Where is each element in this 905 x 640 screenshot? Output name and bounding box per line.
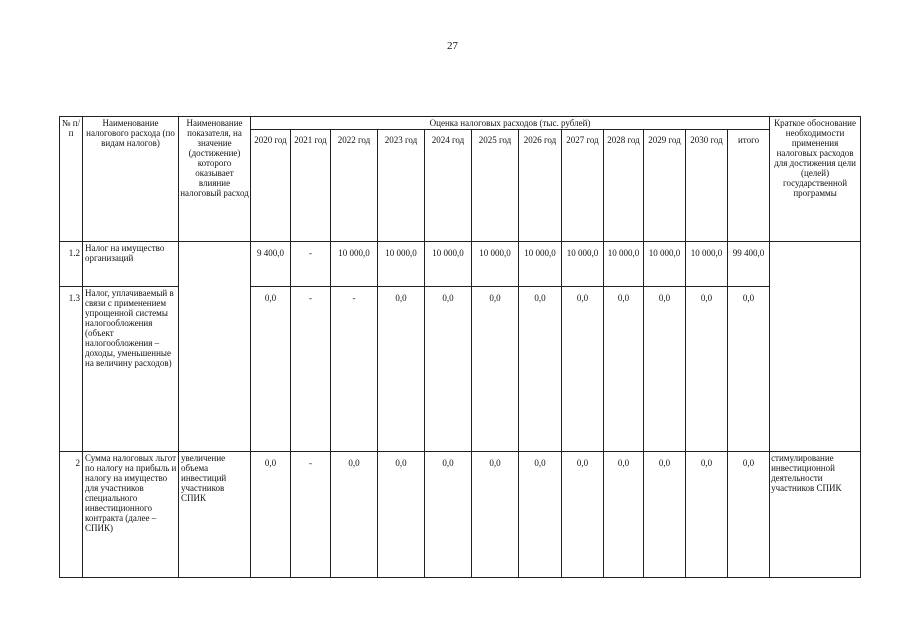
row-value: 0,0: [378, 287, 425, 452]
header-year: 2030 год: [686, 130, 728, 242]
row-value: 0,0: [251, 287, 291, 452]
row-num: 1.3: [60, 287, 83, 452]
row-value: 10 000,0: [519, 242, 562, 287]
row-value: -: [291, 452, 331, 578]
row-value: 0,0: [604, 452, 644, 578]
row-name: Налог, уплачиваемый в связи с применением упрощенной системы налогообложения (объект налогообложения – доходы, уменьшенные на величину расходов): [83, 287, 179, 452]
header-year: 2029 год: [644, 130, 686, 242]
header-year: 2027 год: [562, 130, 604, 242]
row-value: 0,0: [472, 452, 519, 578]
header-year: 2022 год: [331, 130, 378, 242]
header-year: 2025 год: [472, 130, 519, 242]
table-row: [60, 452, 861, 578]
row-name: Налог на имущество организаций: [83, 242, 179, 287]
row-value: 0,0: [644, 452, 686, 578]
row-total: 0,0: [728, 452, 770, 578]
row-value: 0,0: [644, 287, 686, 452]
row-value: 0,0: [425, 287, 472, 452]
row-value: 0,0: [331, 452, 378, 578]
row-value: 9 400,0: [251, 242, 291, 287]
row-value: 0,0: [425, 452, 472, 578]
header-estimate-group: Оценка налоговых расходов (тыс. рублей): [251, 117, 770, 130]
row-value: 0,0: [686, 287, 728, 452]
row-value: 0,0: [686, 452, 728, 578]
row-value: 10 000,0: [644, 242, 686, 287]
row-value: 10 000,0: [562, 242, 604, 287]
header-justification: Краткое обоснование необходимости применения налоговых расходов для достижения цели (целей) государственной программы: [770, 117, 861, 242]
row-value: 0,0: [472, 287, 519, 452]
row-indicator: увеличение объема инвестиций участников СПИК: [179, 452, 251, 578]
row-value: 10 000,0: [686, 242, 728, 287]
row-value: 10 000,0: [378, 242, 425, 287]
header-name: Наименование налогового расхода (по видам налогов): [83, 117, 179, 242]
row-value: 0,0: [251, 452, 291, 578]
table-row: [60, 242, 861, 287]
row-num: 1.2: [60, 242, 83, 287]
row-value: 10 000,0: [472, 242, 519, 287]
row-value: 10 000,0: [331, 242, 378, 287]
row-justification: стимулирование инвестиционной деятельности участников СПИК: [770, 452, 861, 578]
row-value: 10 000,0: [425, 242, 472, 287]
tax-expenditure-table: [59, 116, 861, 578]
row-num: 2: [60, 452, 83, 578]
header-year: 2023 год: [378, 130, 425, 242]
header-year: 2021 год: [291, 130, 331, 242]
header-indicator: Наименование показателя, на значение (достижение) которого оказывает влияние налоговый расход: [179, 117, 251, 242]
row-value: 0,0: [519, 452, 562, 578]
row-name: Сумма налоговых льгот по налогу на прибыль и налогу на имущество для участников специального инвестиционного контракта (далее – СПИК): [83, 452, 179, 578]
header-total: итого: [728, 130, 770, 242]
header-year: 2020 год: [251, 130, 291, 242]
row-value: -: [291, 287, 331, 452]
row-total: 99 400,0: [728, 242, 770, 287]
row-value: 0,0: [519, 287, 562, 452]
row-value: 0,0: [604, 287, 644, 452]
header-row: [60, 117, 861, 130]
page-number: 27: [447, 40, 458, 52]
header-year: 2024 год: [425, 130, 472, 242]
row-value: 10 000,0: [604, 242, 644, 287]
row-value: -: [331, 287, 378, 452]
row-value: 0,0: [562, 287, 604, 452]
row-value: -: [291, 242, 331, 287]
row-justification: [770, 242, 861, 452]
header-year: 2028 год: [604, 130, 644, 242]
row-total: 0,0: [728, 287, 770, 452]
row-value: 0,0: [562, 452, 604, 578]
row-value: 0,0: [378, 452, 425, 578]
header-num: № п/п: [60, 117, 83, 242]
row-indicator: [179, 242, 251, 452]
header-year: 2026 год: [519, 130, 562, 242]
